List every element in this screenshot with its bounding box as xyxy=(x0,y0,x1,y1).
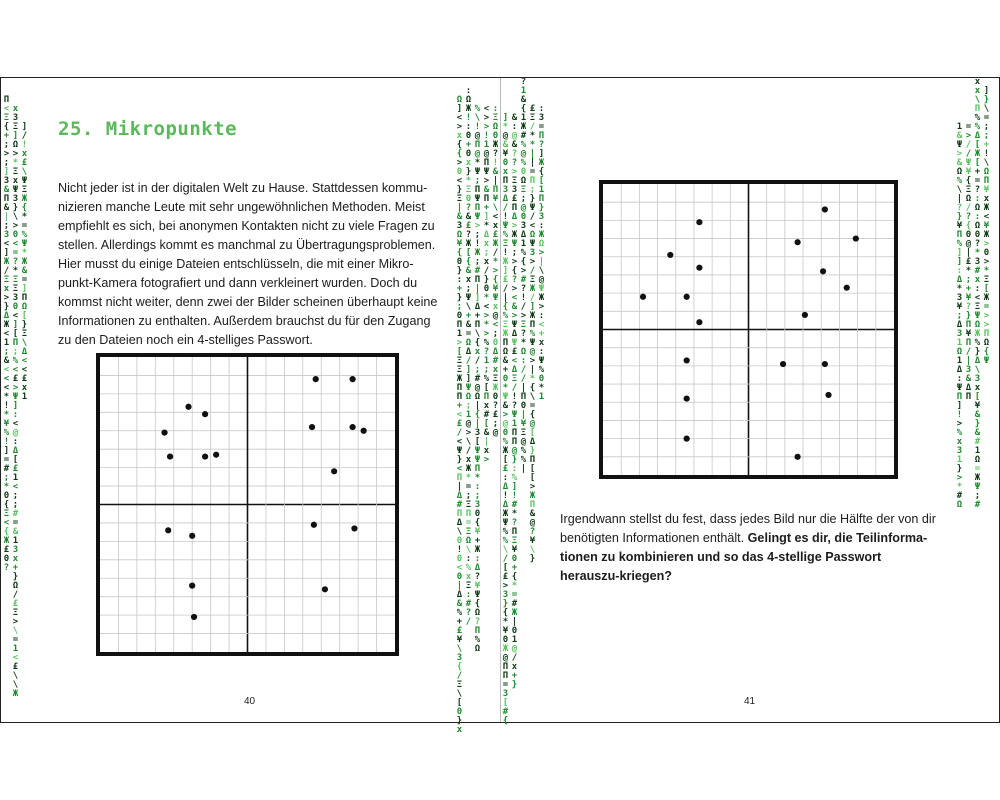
microdot xyxy=(684,436,690,442)
microdot xyxy=(202,411,208,417)
code-rain-column: : Ξ Ω 0 Ж ? ! & | Π ¥ \ < x £ Ж / * > { ¥ Ψ x @ < ; 0 Δ # x Ξ Ж 0 ? £ ; @ xyxy=(492,104,499,438)
microdot xyxy=(820,268,826,274)
code-rain-column: = > / / Ψ ¥ { Ξ Ω / ? { 0 @ | £ * ; + ¥ ? } Π ¥ Π / | З & Δ Π xyxy=(965,122,972,402)
microdot xyxy=(351,525,357,531)
code-rain-column: : Ω Ж ! : 0 + 0 x } * Ξ 0 ? & £ ? Ж [ { & x ; Ψ \ + & = Ω Δ / ] ] Ψ Ω ; 1 @ > \ / x Ж * = ; Ξ Π = Ξ Ω \ : % x Ξ : # ? / xyxy=(465,86,472,627)
microdot xyxy=(684,396,690,402)
code-rain-column: < > > ! 1 @ Π Ψ > & Π + ] * Δ x ; x / } 0 * < > * > % ? 1 ; % [ Π x # [ & | x > xyxy=(483,104,490,465)
page-number-right: 41 xyxy=(744,696,756,707)
microdot xyxy=(844,285,850,291)
microdot xyxy=(202,453,208,459)
microdot xyxy=(780,361,786,367)
code-rain-column: % \ ! @ Π @ * Ψ ; Π Ψ Π Ψ > ; ! Ж ; # Π | ] Δ + Π \ { x / ; # @ Ω | { | З [ Ψ Ψ Π * : ; З 0 { ¥ + Ж : Δ ? ¥ Ψ { Ω ? Π % Ω xyxy=(474,104,481,654)
code-rain-column: Π < Ξ { + ; > ; ] З & Π & | ; З < ] Ж / Ξ x > } Δ Ж < 1 ; & < < < * ! * ¥ % ! ] = # ; * 0 { Ξ < { Ж £ 0 ? xyxy=(3,95,10,573)
microdot xyxy=(165,527,171,533)
microdot xyxy=(309,424,315,430)
microdot xyxy=(191,614,197,620)
code-rain-column: x x \ Π % % Δ [ Ж [ + = ? : Ω : Ω 0 ? * З # x : < Ξ Ψ Ω Ж % } Δ \ З x [ ¥ & } & # 1 Ω = Ж Ψ ; # xyxy=(974,77,981,510)
code-rain-column: ] * @ & ¥ 0 x Π З Δ / ! Ψ % Ξ ! Ж ] £ / | { % Ξ Ж Π Ω & + 0 * Ψ & > @ 0 % Ж [ £ : Δ ! Δ Ж Ψ % % \ / [ £ > З } { * ¥ 0 Ж @ Π Π = З [ # { xyxy=(502,113,509,726)
question-text-bold: Gelingt es dir, die Teilinforma-tionen zu kombinieren und so das 4-stellige Passwort herauszu-kriegen? xyxy=(560,531,928,583)
microdot xyxy=(322,586,328,592)
microdot xyxy=(161,429,167,435)
microdot xyxy=(696,265,702,271)
microdot xyxy=(684,294,690,300)
task-paragraph: Hier musst du einige Dateien entschlüsseln, die mit einer Mikro-punkt-Kamera fotografiert und dann verkleinert wurden. Doch du kommst nicht weiter, denn zwei der Bilder scheinen überhaupt keine Informationen zu enthalten. Außerdem brauchst du für den Zugang zu den Dateien noch ein 4-stelliges Passwort. xyxy=(58,257,438,347)
microdot xyxy=(185,404,191,410)
microdot xyxy=(640,294,646,300)
microdot xyxy=(795,239,801,245)
microdot xyxy=(802,312,808,318)
microdot-grid-right xyxy=(599,180,898,479)
code-rain-column: ] } \ = ; ; + ! \ Ω Π ¥ x Ж < ¥ Ж > 0 > * Ξ [ Ж = > > Π Ω { Ψ xyxy=(983,86,990,366)
microdot xyxy=(684,357,690,363)
code-rain-column: & : @ & ? ? > Ξ З £ Π Δ > Ж Ψ ; > { ? > < & > Ψ Δ Ψ £ < Δ Ξ / ! ? Ψ 1 Π Π @ } : % ] ! # * ? Π Ξ ¥ 0 + { * = # Ж | 0 1 @ / x + } xyxy=(511,113,518,690)
microdot xyxy=(822,206,828,212)
microdot xyxy=(361,428,367,434)
page-right xyxy=(501,77,1000,726)
microdot xyxy=(313,376,319,382)
microdot xyxy=(696,219,702,225)
microdot xyxy=(349,424,355,430)
microdot xyxy=(189,533,195,539)
question-paragraph xyxy=(560,510,940,586)
microdot-grid-left xyxy=(96,353,399,656)
microdot xyxy=(696,319,702,325)
microdot xyxy=(167,453,173,459)
question-text-plain: Irgendwann stellst du fest, dass jedes Bild nur die Hälfte der von dir benötigten Informationen enthält. xyxy=(560,512,936,545)
page-number-left: 40 xyxy=(244,696,256,707)
intro-paragraph: Nicht jeder ist in der digitalen Welt zu Hause. Stattdessen kommu-nizieren manche Leute mit sehr ungewöhnlichen Methoden. Meist empfiehlt es sich, bei anonymen Kontakten nicht zu viele Fragen zu stellen. Allerdings kommt es manchmal zu Übertragungsproblemen. xyxy=(58,181,436,252)
code-rain-column: ] / ! x £ \ Ψ Ξ Ж { * = % Ψ * Ж & = ] Π Ω [ } Ξ \ Δ < < £ x 1 xyxy=(21,122,28,402)
microdot xyxy=(822,361,828,367)
page-heading: 25. Mikropunkte xyxy=(58,118,238,140)
microdot xyxy=(311,522,317,528)
code-rain-column: : З = Π ? ] Ж { [ 1 Π } З : Ж Ω > | \ @ Ψ Ж > : < + x : Ψ % 0 * 1 xyxy=(538,104,545,402)
code-rain-column: 1 & Ψ > & Ω % \ | ? } ¥ Π % ] ] : Δ * З ¥ ; Δ З 1 Ω 1 Δ : Ψ Π ] ! > % x З 1 } > * # Ω xyxy=(956,122,963,510)
code-rain-column: ? 1 & { 1 Ж # % @ % 0 Ω Ξ ; @ 0 З Δ 1 % { > # ? ! / > Ξ ? * Ω : / / | Π 0 | ¥ Ξ @ % % | xyxy=(520,77,527,474)
microdot xyxy=(795,454,801,460)
page-left xyxy=(0,78,499,735)
microdot xyxy=(213,452,219,458)
microdot xyxy=(331,468,337,474)
microdot xyxy=(189,583,195,589)
microdot xyxy=(349,376,355,382)
microdot xyxy=(853,235,859,241)
microdot xyxy=(825,392,831,398)
code-rain-column: Ω ] < > x { { > 0 < } Ξ | & З Ω ¥ { 0 } : + } ; 0 Π 1 > [ Ξ Ξ Ж Π Π + < £ / < Ψ } < Π | Δ # Π Δ \ 0 ! 0 < 0 | Δ & % + £ ¥ \ З { / Ξ \ [ 0 } x xyxy=(456,95,463,735)
code-rain-column: x З Ξ ] Ω > * Ξ x Ψ З } \ > 0 < = ? * Ξ Ξ З 0 < ] [ Π ; % < £ > Ψ ] : < @ : Δ [ £ 1 < ; ; # = & 1 З x + } Ω / £ Ξ > \ = 1 < £ \ \ Ж xyxy=(12,104,19,699)
code-rain-column: £ Ξ / * * | | = Π ; } Ψ / < Ω Ψ З > / Ξ Ж / ] Ж Π % Ψ @ > | * { \ = { @ [ Δ } Π [ [ > Ж Π & @ ? ¥ \ } xyxy=(529,104,536,564)
book-spread xyxy=(0,77,1000,735)
microdot xyxy=(667,252,673,258)
